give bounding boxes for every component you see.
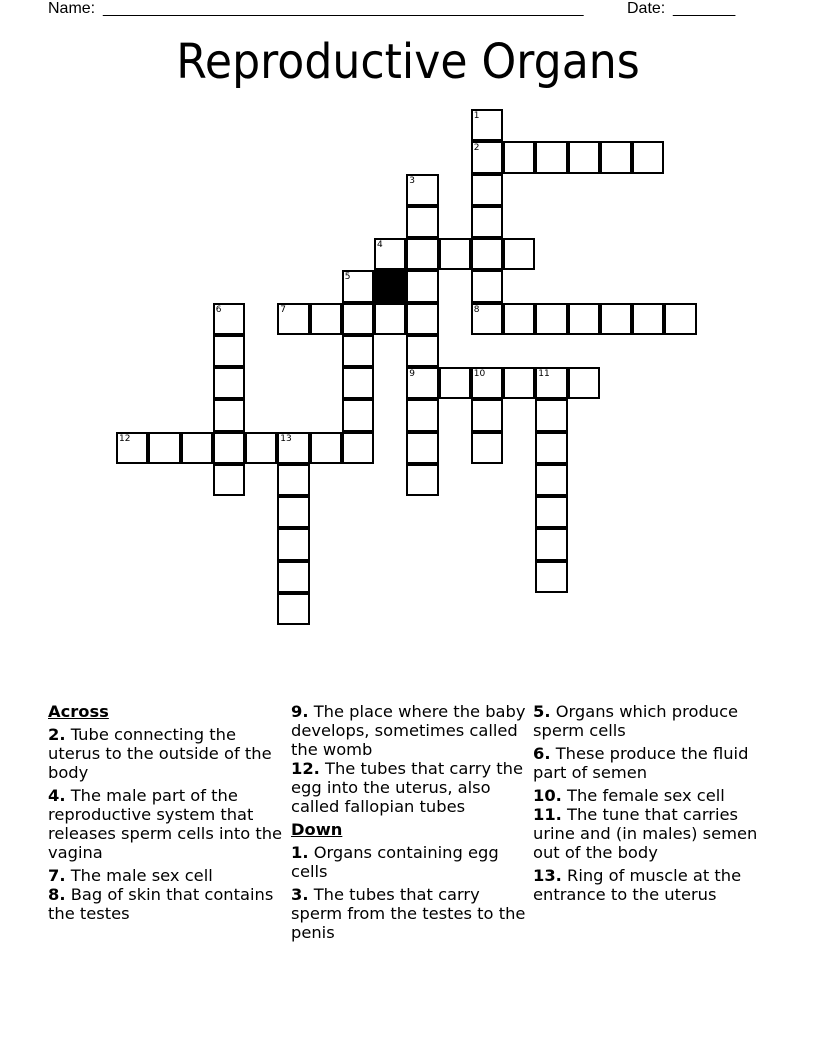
grid-cell[interactable] xyxy=(535,528,567,560)
grid-cell[interactable] xyxy=(213,303,245,335)
cell-number: 9 xyxy=(409,369,415,379)
grid-cell[interactable] xyxy=(471,367,503,399)
grid-cell[interactable] xyxy=(213,432,245,464)
grid-cell[interactable] xyxy=(471,303,503,335)
cell-number: 8 xyxy=(473,304,480,315)
name-field[interactable]: ______________________________________________________ xyxy=(103,0,584,17)
grid-cell[interactable] xyxy=(213,399,245,431)
grid-cell[interactable] xyxy=(277,303,309,335)
cell-number: 3 xyxy=(409,175,415,186)
grid-cell[interactable] xyxy=(600,141,632,173)
cell-number: 6 xyxy=(215,304,222,315)
clues-column-3 xyxy=(533,702,768,908)
clue-down-10 xyxy=(533,786,768,805)
grid-cell[interactable] xyxy=(632,303,664,335)
grid-cell[interactable] xyxy=(406,399,438,431)
clue-down-1 xyxy=(291,843,526,881)
grid-cell[interactable] xyxy=(503,141,535,173)
grid-cell[interactable] xyxy=(471,399,503,431)
clue-text: Tube connecting the uterus to the outside of the body xyxy=(48,725,272,782)
grid-cell[interactable] xyxy=(503,303,535,335)
clue-text: The male part of the reproductive system that releases sperm cells into the vagina xyxy=(48,786,283,862)
clue-down-11 xyxy=(533,805,768,862)
grid-cell[interactable] xyxy=(277,496,309,528)
clue-number: 9. xyxy=(291,702,309,721)
clue-number: 6. xyxy=(533,744,551,763)
clue-number: 12. xyxy=(291,759,320,778)
clue-text: The tubes that carry sperm from the testes to the penis xyxy=(291,885,526,942)
grid-cell[interactable] xyxy=(277,528,309,560)
clues-column-1 xyxy=(48,702,283,927)
grid-cell[interactable] xyxy=(406,238,438,270)
grid-cell[interactable] xyxy=(535,464,567,496)
cell-number: 7 xyxy=(280,304,286,315)
grid-cell[interactable] xyxy=(406,464,438,496)
clue-down-5 xyxy=(533,702,768,740)
grid-cell[interactable] xyxy=(342,335,374,367)
grid-cell[interactable] xyxy=(471,141,503,173)
clue-across-2 xyxy=(48,725,283,782)
cell-number: 11 xyxy=(538,369,550,379)
grid-cell[interactable] xyxy=(342,303,374,335)
date-label: Date: xyxy=(627,0,666,17)
grid-cell[interactable] xyxy=(374,303,406,335)
cell-number: 10 xyxy=(473,369,486,379)
clue-number: 11. xyxy=(533,805,562,824)
clue-number: 13. xyxy=(533,866,562,885)
cell-number: 13 xyxy=(280,433,292,444)
grid-cell[interactable] xyxy=(310,432,342,464)
grid-cell[interactable] xyxy=(535,367,567,399)
clue-across-4 xyxy=(48,786,283,862)
grid-cell[interactable] xyxy=(277,464,309,496)
grid-cell[interactable] xyxy=(277,593,309,625)
clue-text: Bag of skin that contains the testes xyxy=(48,885,274,923)
clue-across-9 xyxy=(291,702,526,759)
grid-cell[interactable] xyxy=(310,303,342,335)
grid-cell[interactable] xyxy=(471,206,503,238)
clue-number: 1. xyxy=(291,843,309,862)
clue-text: The male sex cell xyxy=(65,866,213,885)
grid-cell[interactable] xyxy=(406,335,438,367)
grid-cell[interactable] xyxy=(406,174,438,206)
grid-cell[interactable] xyxy=(406,367,438,399)
grid-cell[interactable] xyxy=(471,174,503,206)
grid-cell[interactable] xyxy=(213,367,245,399)
clue-across-8 xyxy=(48,885,283,923)
clue-number: 8. xyxy=(48,885,66,904)
grid-cell[interactable] xyxy=(213,335,245,367)
clue-text: These produce the fluid part of semen xyxy=(533,744,749,782)
grid-cell[interactable] xyxy=(406,270,438,302)
down-heading: Down xyxy=(291,820,343,839)
grid-cell[interactable] xyxy=(535,303,567,335)
grid-cell[interactable] xyxy=(503,367,535,399)
grid-cell[interactable] xyxy=(664,303,696,335)
grid-cell[interactable] xyxy=(568,141,600,173)
clue-text: Ring of muscle at the entrance to the uterus xyxy=(533,866,742,904)
grid-cell[interactable] xyxy=(406,432,438,464)
clue-number: 5. xyxy=(533,702,551,721)
clue-text: The female sex cell xyxy=(561,786,725,805)
clue-down-3 xyxy=(291,885,526,942)
grid-cell[interactable] xyxy=(568,303,600,335)
clue-number: 7. xyxy=(48,866,66,885)
cell-number: 1 xyxy=(473,111,480,121)
clue-number: 3. xyxy=(291,885,309,904)
clue-text: The tubes that carry the egg into the uterus, also called fallopian tubes xyxy=(291,759,523,816)
grid-cell[interactable] xyxy=(439,238,471,270)
grid-cell[interactable] xyxy=(148,432,180,464)
grid-cell[interactable] xyxy=(116,432,148,464)
cell-number: 5 xyxy=(344,272,351,283)
grid-cell[interactable] xyxy=(342,399,374,431)
grid-cell[interactable] xyxy=(277,561,309,593)
grid-cell[interactable] xyxy=(245,432,277,464)
clue-across-7 xyxy=(48,866,283,885)
grid-cell[interactable] xyxy=(277,432,309,464)
grid-cell[interactable] xyxy=(535,496,567,528)
clue-down-13 xyxy=(533,866,768,904)
grid-cell[interactable] xyxy=(342,367,374,399)
clues-column-2 xyxy=(291,702,526,946)
cell-number: 12 xyxy=(119,433,131,444)
clue-number: 10. xyxy=(533,786,562,805)
grid-cell[interactable] xyxy=(181,432,213,464)
grid-cell[interactable] xyxy=(535,561,567,593)
grid-cell[interactable] xyxy=(342,432,374,464)
grid-cell[interactable] xyxy=(439,367,471,399)
grid-cell[interactable] xyxy=(535,399,567,431)
grid-cell[interactable] xyxy=(632,141,664,173)
clue-down-6 xyxy=(533,744,768,782)
page-title: Reproductive Organs xyxy=(176,34,640,90)
date-field[interactable]: _______ xyxy=(673,0,736,17)
name-label: Name: xyxy=(48,0,96,17)
grid-cell[interactable] xyxy=(535,432,567,464)
grid-cell[interactable] xyxy=(535,141,567,173)
grid-cell[interactable] xyxy=(600,303,632,335)
black-cell xyxy=(374,270,406,302)
grid-cell[interactable] xyxy=(471,270,503,302)
across-heading: Across xyxy=(48,702,109,721)
clue-text: The place where the baby develops, sometimes called the womb xyxy=(291,702,526,759)
grid-cell[interactable] xyxy=(503,238,535,270)
grid-cell[interactable] xyxy=(471,432,503,464)
clue-number: 4. xyxy=(48,786,66,805)
clue-number: 2. xyxy=(48,725,66,744)
cell-number: 2 xyxy=(473,143,480,154)
grid-cell[interactable] xyxy=(471,109,503,141)
grid-cell[interactable] xyxy=(374,238,406,270)
clue-text: Organs containing egg cells xyxy=(291,843,499,881)
clue-text: Organs which produce sperm cells xyxy=(533,702,739,740)
grid-cell[interactable] xyxy=(406,206,438,238)
clue-text: The tune that carries urine and (in males) semen out of the body xyxy=(533,805,758,862)
cell-number: 4 xyxy=(377,240,383,250)
grid-cell[interactable] xyxy=(568,367,600,399)
grid-cell[interactable] xyxy=(406,303,438,335)
grid-cell[interactable] xyxy=(213,464,245,496)
grid-cell[interactable] xyxy=(471,238,503,270)
clue-across-12 xyxy=(291,759,526,816)
grid-cell[interactable] xyxy=(342,270,374,302)
